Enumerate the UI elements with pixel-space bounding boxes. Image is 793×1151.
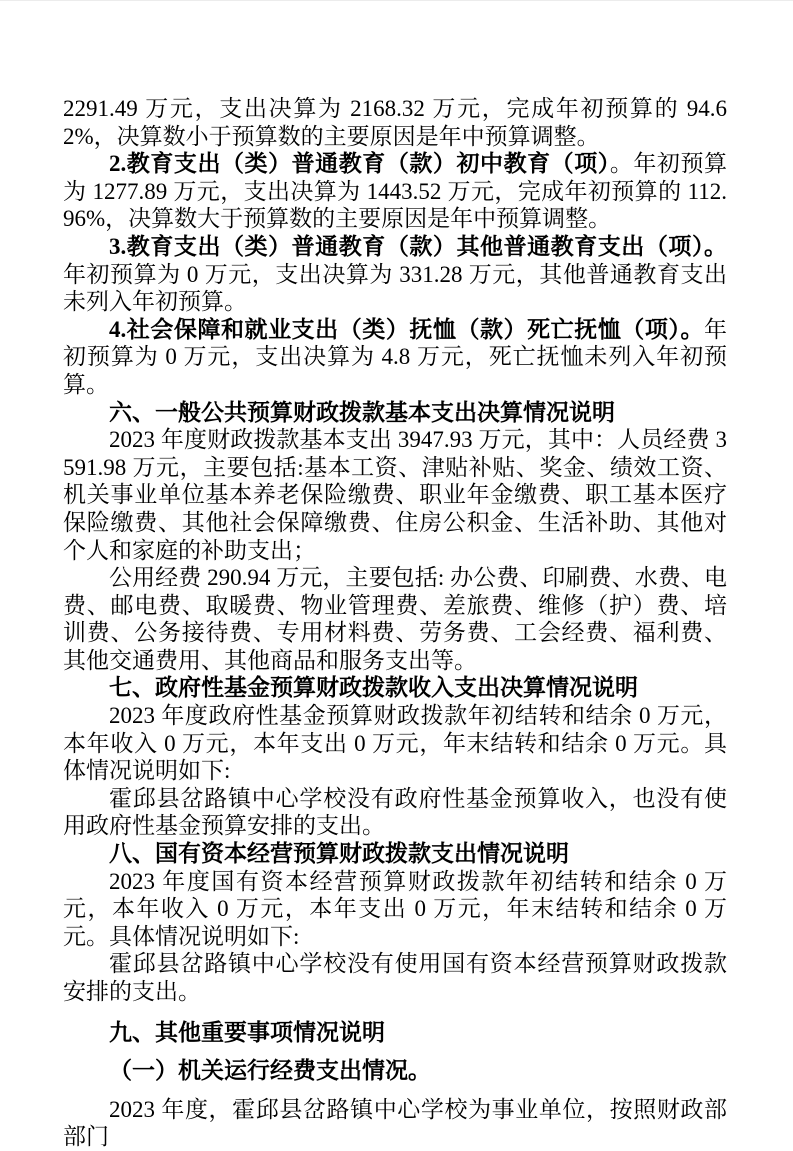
section-9-heading [63, 1019, 727, 1047]
budget-item-4-paragraph [63, 316, 727, 399]
section-8-heading-text: 八、国有资本经营预算财政拨款支出情况说明 [109, 840, 569, 867]
basic-expenditure-paragraph [63, 426, 727, 564]
section-6-heading-text: 六、一般公共预算财政拨款基本支出决算情况说明 [109, 398, 615, 425]
budget-item-3-title: 3.教育支出（类）普通教育（款）其他普通教育支出（项）。 [109, 233, 727, 259]
gov-fund-note-paragraph [63, 785, 727, 840]
section-8-heading [63, 840, 727, 868]
subsection-1-heading [63, 1057, 727, 1085]
section-6-heading [63, 399, 727, 427]
budget-item-4-title: 4.社会保障和就业支出（类）抚恤（款）死亡抚恤（项）。 [109, 316, 704, 342]
carryover-paragraph [63, 95, 727, 150]
gov-fund-summary-paragraph [63, 702, 727, 785]
budget-item-2-paragraph [63, 150, 727, 233]
carryover-text: 2291.49 万元，支出决算为 2168.32 万元，完成年初预算的 94.62%，决算数小于预算数的主要原因是年中预算调整。 [63, 96, 727, 149]
section-9-heading-text: 九、其他重要事项情况说明 [109, 1018, 385, 1045]
section-7-heading-text: 七、政府性基金预算财政拨款收入支出决算情况说明 [109, 674, 638, 701]
state-capital-summary-text: 2023 年度国有资本经营预算财政拨款年初结转和结余 0 万元，本年收入 0 万元，本年支出 0 万元，年末结转和结余 0 万元。具体情况说明如下: [63, 868, 727, 949]
public-expense-text: 公用经费 290.94 万元，主要包括: 办公费、印刷费、水费、电费、邮电费、取暖费、物业管理费、差旅费、维修（护）费、培训费、公务接待费、专用材料费、劳务费、工会经费、福利费、其他交通费用、其他商品和服务支出等。 [63, 565, 727, 673]
state-capital-summary-paragraph [63, 868, 727, 951]
gov-fund-summary-text: 2023 年度政府性基金预算财政拨款年初结转和结余 0 万元，本年收入 0 万元，本年支出 0 万元，年末结转和结余 0 万元。具体情况说明如下: [63, 703, 728, 784]
state-capital-note-text: 霍邱县岔路镇中心学校没有使用国有资本经营预算财政拨款安排的支出。 [63, 951, 727, 1004]
section-7-heading [63, 674, 727, 702]
operating-expense-intro-paragraph [63, 1096, 727, 1151]
state-capital-note-paragraph [63, 950, 727, 1005]
basic-expenditure-text: 2023 年度财政拨款基本支出 3947.93 万元，其中：人员经费 3591.98 万元，主要包括:基本工资、津贴补贴、奖金、绩效工资、机关事业单位基本养老保险缴费、职业年金缴费、职工基本医疗保险缴费、其他社会保障缴费、住房公积金、生活补助、其他对个人和家庭的补助支出； [63, 427, 727, 563]
subsection-1-heading-text: （一）机关运行经费支出情况。 [109, 1058, 431, 1084]
budget-item-4-detail: 年初预算为 0 万元，支出决算为 4.8 万元，死亡抚恤未列入年初预算。 [63, 316, 727, 397]
budget-item-3-paragraph [63, 233, 727, 316]
budget-item-2-detail: 。年初预算为 1277.89 万元，支出决算为 1443.52 万元，完成年初预算的 112.96%，决算数大于预算数的主要原因是年中预算调整。 [63, 151, 728, 232]
public-expense-paragraph [63, 564, 727, 674]
gov-fund-note-text: 霍邱县岔路镇中心学校没有政府性基金预算收入，也没有使用政府性基金预算安排的支出。 [63, 785, 727, 839]
operating-expense-intro-text: 2023 年度，霍邱县岔路镇中心学校为事业单位，按照财政部部门 [63, 1096, 727, 1150]
budget-item-3-detail: 年初预算为 0 万元，支出决算为 331.28 万元，其他普通教育支出未列入年初预算。 [63, 261, 727, 315]
budget-item-2-title: 2.教育支出（类）普通教育（款）初中教育（项） [109, 151, 610, 177]
